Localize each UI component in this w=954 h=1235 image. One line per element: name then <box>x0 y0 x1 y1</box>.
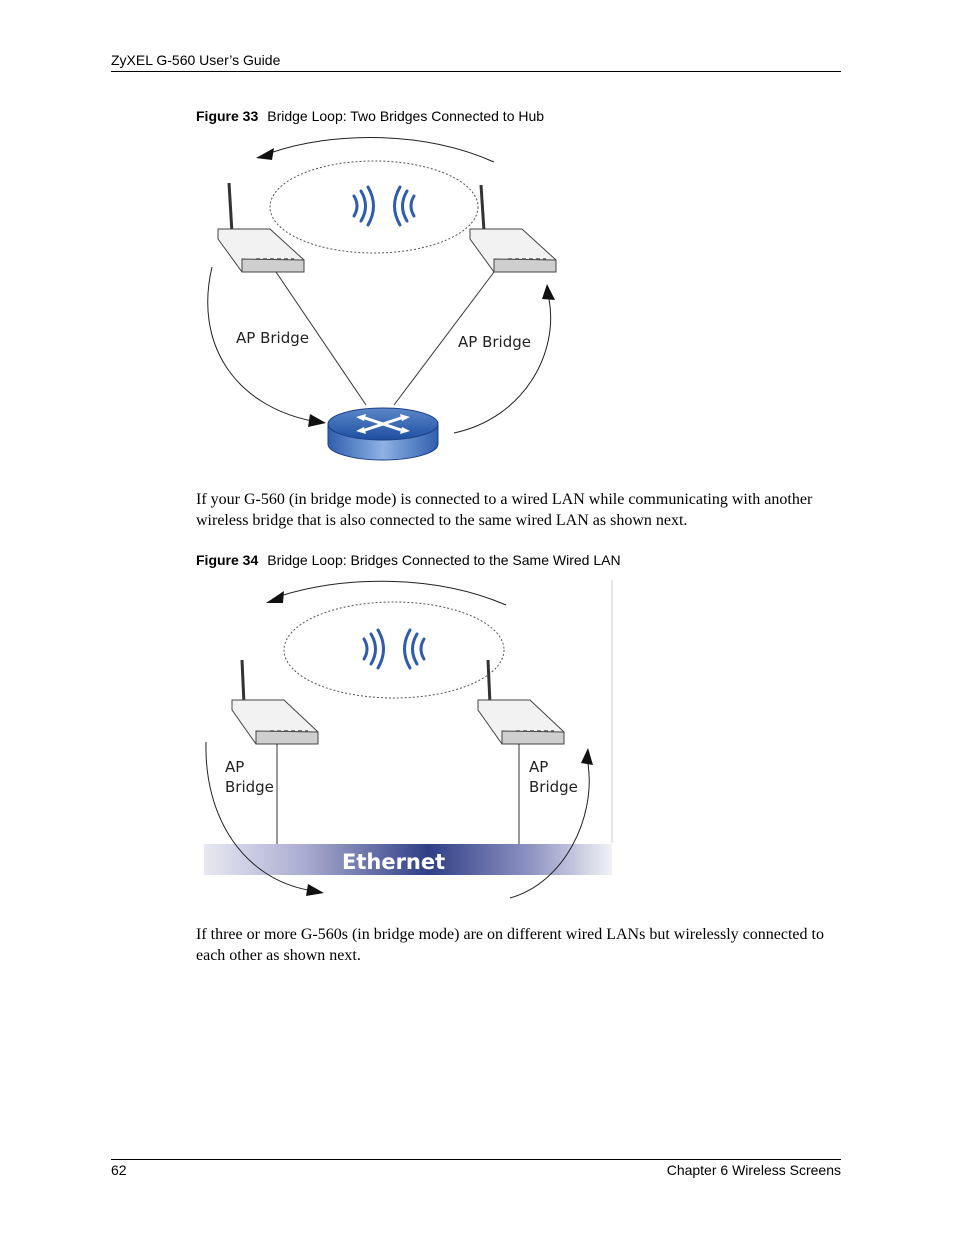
figure-33-label: Figure 33 <box>196 108 259 124</box>
figure-34-diagram <box>204 578 616 904</box>
figure-33-title: Bridge Loop: Two Bridges Connected to Hub <box>267 108 545 124</box>
access-point-icon <box>218 183 304 272</box>
header-rule <box>111 71 841 72</box>
figure-34-title: Bridge Loop: Bridges Connected to the Same Wired LAN <box>267 552 621 568</box>
loop-arrow-icon <box>256 137 494 162</box>
access-point-icon <box>232 660 318 744</box>
figure-33-left-label: AP Bridge <box>236 329 309 347</box>
loop-arrow-icon <box>266 581 506 605</box>
figure-34-label: Figure 34 <box>196 552 259 568</box>
figure-34-left-label-line2: Bridge <box>225 778 274 796</box>
access-point-icon <box>470 185 556 272</box>
figure-34-caption <box>196 552 621 568</box>
wireless-signal-icon <box>364 630 424 668</box>
page-number: 62 <box>111 1162 127 1178</box>
body-paragraph-1: If your G-560 (in bridge mode) is connected to a wired LAN while communicating with another wireless bridge that is also connected to the same wired LAN as shown next. <box>196 491 813 529</box>
loop-arrow-icon <box>454 284 555 433</box>
figure-34-right-label-line1: AP <box>529 758 549 776</box>
loop-arrow-icon <box>510 748 593 898</box>
loop-arrow-icon <box>208 267 326 427</box>
body-paragraph-2: If three or more G-560s (in bridge mode) are on different wired LANs but wirelessly connected to each other as shown next. <box>196 926 824 964</box>
chapter-title: Chapter 6 Wireless Screens <box>666 1162 841 1178</box>
figure-33-right-label: AP Bridge <box>458 333 531 351</box>
figure-33-caption <box>196 108 544 124</box>
figure-34-right-label-line2: Bridge <box>529 778 578 796</box>
footer-rule <box>111 1159 841 1160</box>
figure-33-diagram <box>204 133 564 463</box>
figure-34-left-label-line1: AP <box>225 758 245 776</box>
ethernet-label: Ethernet <box>342 850 446 874</box>
wireless-signal-icon <box>354 187 414 225</box>
running-header: ZyXEL G-560 User’s Guide <box>111 52 281 68</box>
wireless-link-ellipse <box>284 602 504 698</box>
access-point-icon <box>478 660 564 744</box>
hub-icon <box>328 408 438 460</box>
